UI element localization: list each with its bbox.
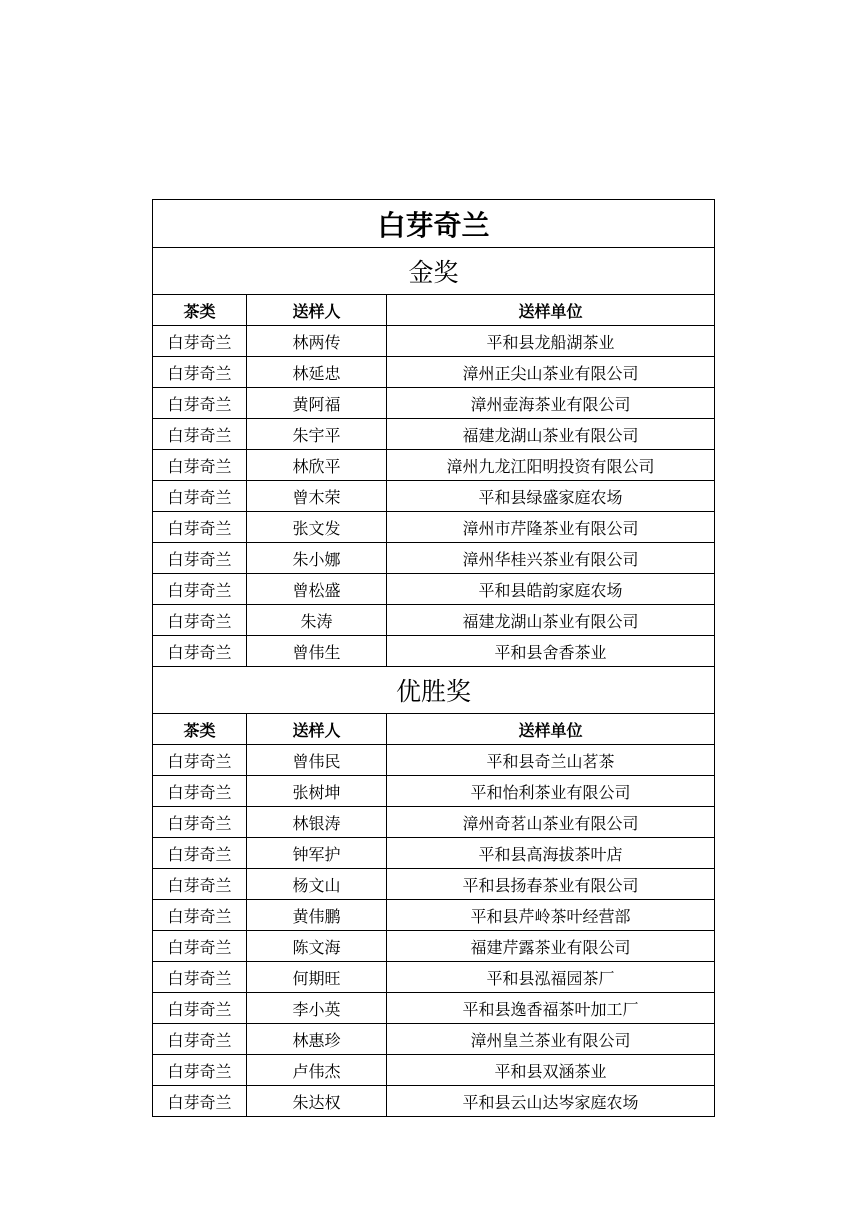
tea-type-cell: 白芽奇兰 [153, 605, 247, 636]
sender-cell: 林两传 [247, 326, 387, 357]
table-row [153, 745, 715, 776]
table-row [153, 993, 715, 1024]
tea-type-cell: 白芽奇兰 [153, 543, 247, 574]
company-cell: 平和县皓韵家庭农场 [387, 574, 715, 605]
award-table [152, 199, 715, 1117]
sender-cell: 林惠珍 [247, 1024, 387, 1055]
tea-type-cell: 白芽奇兰 [153, 745, 247, 776]
column-header: 送样单位 [387, 295, 715, 326]
table-row [153, 326, 715, 357]
table-row [153, 419, 715, 450]
sender-cell: 张文发 [247, 512, 387, 543]
tea-type-cell: 白芽奇兰 [153, 326, 247, 357]
sender-cell: 曾松盛 [247, 574, 387, 605]
tea-type-cell: 白芽奇兰 [153, 388, 247, 419]
table-row [153, 450, 715, 481]
table-row [153, 543, 715, 574]
tea-type-cell: 白芽奇兰 [153, 807, 247, 838]
tea-type-cell: 白芽奇兰 [153, 574, 247, 605]
sender-cell: 林延忠 [247, 357, 387, 388]
tea-type-cell: 白芽奇兰 [153, 900, 247, 931]
company-cell: 平和县舍香茶业 [387, 636, 715, 667]
company-cell: 平和县扬春茶业有限公司 [387, 869, 715, 900]
table-row [153, 388, 715, 419]
table-row [153, 807, 715, 838]
column-header: 送样人 [247, 295, 387, 326]
sender-cell: 黄阿福 [247, 388, 387, 419]
tea-type-cell: 白芽奇兰 [153, 481, 247, 512]
sender-cell: 林欣平 [247, 450, 387, 481]
sender-cell: 朱小娜 [247, 543, 387, 574]
table-title: 白芽奇兰 [153, 200, 715, 248]
sender-cell: 林银涛 [247, 807, 387, 838]
column-header: 送样人 [247, 714, 387, 745]
company-cell: 平和县逸香福茶叶加工厂 [387, 993, 715, 1024]
sender-cell: 朱达权 [247, 1086, 387, 1117]
tea-type-cell: 白芽奇兰 [153, 1055, 247, 1086]
table-row [153, 900, 715, 931]
tea-type-cell: 白芽奇兰 [153, 1024, 247, 1055]
sender-cell: 朱宇平 [247, 419, 387, 450]
tea-type-cell: 白芽奇兰 [153, 776, 247, 807]
sender-cell: 曾木荣 [247, 481, 387, 512]
company-cell: 福建龙湖山茶业有限公司 [387, 419, 715, 450]
column-header: 茶类 [153, 295, 247, 326]
sender-cell: 黄伟鹏 [247, 900, 387, 931]
sender-cell: 卢伟杰 [247, 1055, 387, 1086]
header-row [153, 714, 715, 745]
table-row [153, 512, 715, 543]
table-row [153, 962, 715, 993]
tea-type-cell: 白芽奇兰 [153, 357, 247, 388]
tea-type-cell: 白芽奇兰 [153, 419, 247, 450]
tea-type-cell: 白芽奇兰 [153, 931, 247, 962]
company-cell: 漳州奇茗山茶业有限公司 [387, 807, 715, 838]
sender-cell: 朱涛 [247, 605, 387, 636]
table-row [153, 636, 715, 667]
company-cell: 平和县奇兰山茗茶 [387, 745, 715, 776]
tea-type-cell: 白芽奇兰 [153, 636, 247, 667]
tea-type-cell: 白芽奇兰 [153, 512, 247, 543]
sender-cell: 张树坤 [247, 776, 387, 807]
column-header: 送样单位 [387, 714, 715, 745]
company-cell: 漳州华桂兴茶业有限公司 [387, 543, 715, 574]
sender-cell: 曾伟生 [247, 636, 387, 667]
table-row [153, 776, 715, 807]
tea-type-cell: 白芽奇兰 [153, 993, 247, 1024]
table-row [153, 931, 715, 962]
company-cell: 平和县芹岭茶叶经营部 [387, 900, 715, 931]
tea-type-cell: 白芽奇兰 [153, 1086, 247, 1117]
table-row [153, 869, 715, 900]
sender-cell: 李小英 [247, 993, 387, 1024]
table-row [153, 1024, 715, 1055]
tea-type-cell: 白芽奇兰 [153, 838, 247, 869]
company-cell: 福建芹露茶业有限公司 [387, 931, 715, 962]
header-row [153, 295, 715, 326]
company-cell: 平和县云山达岑家庭农场 [387, 1086, 715, 1117]
table-row [153, 1055, 715, 1086]
company-cell: 平和县绿盛家庭农场 [387, 481, 715, 512]
sender-cell: 杨文山 [247, 869, 387, 900]
column-header: 茶类 [153, 714, 247, 745]
sender-cell: 何期旺 [247, 962, 387, 993]
sender-cell: 钟军护 [247, 838, 387, 869]
company-cell: 平和怡利茶业有限公司 [387, 776, 715, 807]
company-cell: 漳州九龙江阳明投资有限公司 [387, 450, 715, 481]
sender-cell: 陈文海 [247, 931, 387, 962]
tea-type-cell: 白芽奇兰 [153, 869, 247, 900]
table-row [153, 1086, 715, 1117]
company-cell: 平和县龙船湖茶业 [387, 326, 715, 357]
company-cell: 平和县双涵茶业 [387, 1055, 715, 1086]
company-cell: 漳州壶海茶业有限公司 [387, 388, 715, 419]
tea-type-cell: 白芽奇兰 [153, 450, 247, 481]
table-row [153, 574, 715, 605]
section-row [153, 667, 715, 714]
company-cell: 漳州正尖山茶业有限公司 [387, 357, 715, 388]
company-cell: 平和县高海拔茶叶店 [387, 838, 715, 869]
company-cell: 平和县泓福园茶厂 [387, 962, 715, 993]
company-cell: 福建龙湖山茶业有限公司 [387, 605, 715, 636]
table-row [153, 481, 715, 512]
section-row [153, 248, 715, 295]
sender-cell: 曾伟民 [247, 745, 387, 776]
table-row [153, 605, 715, 636]
table-row [153, 357, 715, 388]
table-row [153, 838, 715, 869]
title-row [153, 200, 715, 248]
company-cell: 漳州皇兰茶业有限公司 [387, 1024, 715, 1055]
section-title: 优胜奖 [153, 667, 715, 714]
tea-type-cell: 白芽奇兰 [153, 962, 247, 993]
section-title: 金奖 [153, 248, 715, 295]
company-cell: 漳州市芹隆茶业有限公司 [387, 512, 715, 543]
